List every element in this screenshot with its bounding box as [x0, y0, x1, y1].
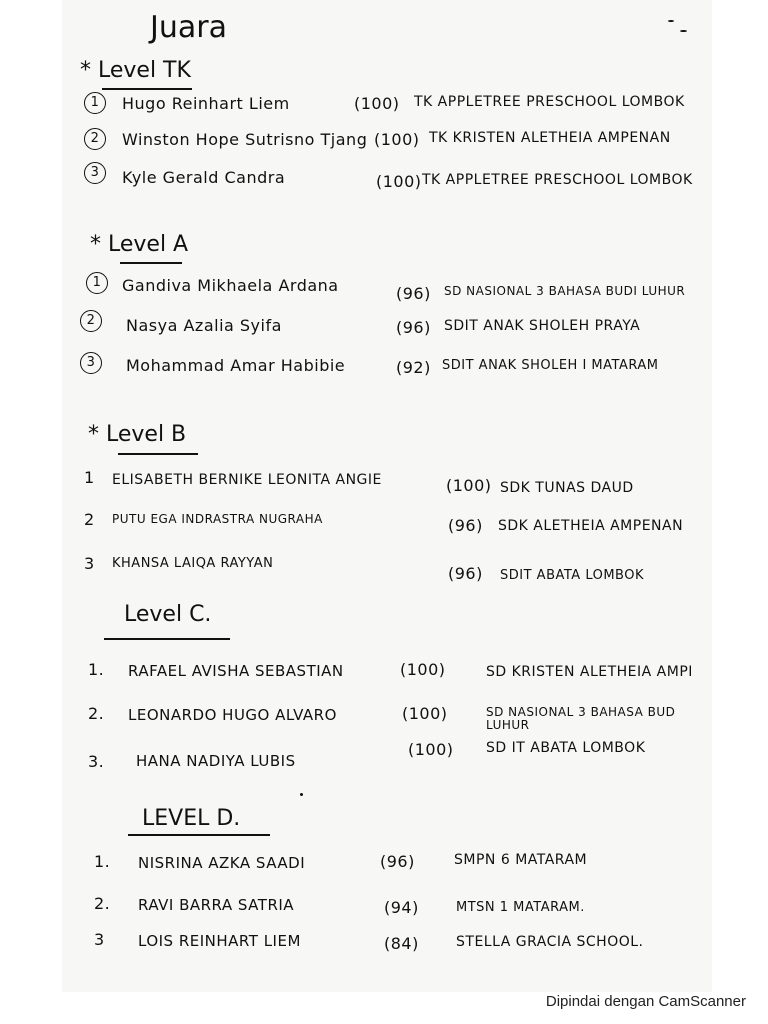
entry-score: (100) [374, 130, 420, 149]
entry-school: SDIT ANAK SHOLEH PRAYA [444, 318, 641, 334]
header-underline [120, 262, 182, 264]
entry-name: LEONARDO HUGO ALVARO [128, 706, 337, 724]
entry-name: Gandiva Mikhaela Ardana [122, 276, 339, 295]
entry-school: TK APPLETREE PRESCHOOL LOMBOK [422, 172, 693, 188]
entry-name: Hugo Reinhart Liem [122, 94, 290, 113]
entry-name: Winston Hope Sutrisno Tjang [122, 130, 368, 149]
list-item [88, 704, 712, 738]
entry-number: 2. [94, 894, 111, 913]
entry-number: 1. [94, 852, 111, 871]
entry-school: SDK TUNAS DAUD [500, 480, 634, 496]
header-underline [102, 88, 192, 90]
header-underline [104, 638, 230, 640]
entry-number: 3 [94, 930, 105, 949]
ink-mark [300, 793, 303, 796]
entry-number: 1 [86, 272, 108, 294]
list-item [86, 272, 706, 303]
entry-number: 3 [80, 352, 102, 374]
entry-score: (94) [384, 898, 419, 917]
entry-number: 3. [88, 752, 105, 771]
list-item [84, 510, 704, 536]
list-item [84, 468, 704, 494]
entry-school: TK KRISTEN ALETHEIA AMPENAN [429, 130, 671, 146]
section-header-level-a: * Level A [90, 232, 189, 257]
entry-name: KHANSA LAIQA RAYYAN [112, 556, 274, 571]
entry-school: MTSN 1 MATARAM. [456, 900, 585, 915]
entry-name: Mohammad Amar Habibie [126, 356, 346, 375]
entry-score: (96) [396, 318, 431, 337]
entry-name: Kyle Gerald Candra [122, 168, 286, 187]
entry-school: SD NASIONAL 3 BAHASA BUDI LUHUR [444, 284, 686, 298]
entry-name: Nasya Azalia Syifa [126, 316, 282, 335]
entry-score: (84) [384, 934, 419, 953]
entry-number: 3 [84, 162, 106, 184]
entry-score: (100) [446, 476, 492, 495]
list-item [84, 128, 704, 154]
entry-number: 2 [80, 310, 102, 332]
list-item [84, 162, 704, 191]
entry-school: SD IT ABATA LOMBOK [486, 740, 646, 756]
entry-number: 1 [84, 92, 106, 114]
entry-score: (100) [354, 94, 400, 113]
entry-number: 2 [84, 128, 106, 150]
ink-mark [668, 20, 674, 22]
entry-school: SD NASIONAL 3 BAHASA BUD LUHUR [486, 705, 676, 732]
entry-school: SD KRISTEN ALETHEIA AMPI [486, 664, 693, 680]
entry-score: (96) [448, 516, 483, 535]
entry-name: PUTU EGA INDRASTRA NUGRAHA [112, 512, 323, 526]
list-item [80, 352, 700, 378]
list-item [94, 930, 714, 956]
list-item [88, 660, 712, 686]
section-header-level-tk: * Level TK [80, 58, 191, 83]
header-underline [118, 453, 198, 455]
entry-score: (100) [408, 740, 454, 759]
entry-score: (96) [448, 564, 483, 583]
entry-school: SMPN 6 MATARAM [454, 852, 588, 868]
page-title: Juara [150, 10, 227, 45]
entry-school: STELLA GRACIA SCHOOL. [456, 934, 644, 950]
entry-score: (96) [380, 852, 415, 871]
camscanner-watermark: Dipindai dengan CamScanner [545, 993, 746, 1010]
list-item [94, 852, 714, 878]
entry-school: SDIT ANAK SHOLEH I MATARAM [442, 358, 659, 373]
entry-name: ELISABETH BERNIKE LEONITA ANGIE [112, 472, 382, 488]
entry-school: SDIT ABATA LOMBOK [500, 568, 644, 583]
entry-score: (100) [400, 660, 446, 679]
entry-number: 1. [88, 660, 105, 679]
section-header-level-d: LEVEL D. [142, 806, 241, 831]
entry-school: SDK ALETHEIA AMPENAN [498, 518, 684, 534]
entry-number: 3 [84, 554, 95, 573]
entry-name: NISRINA AZKA SAADI [138, 854, 306, 872]
header-underline [128, 834, 270, 836]
entry-number: 2 [84, 510, 95, 529]
entry-number: 1 [84, 468, 95, 487]
list-item [84, 92, 704, 118]
section-header-level-c: Level C. [124, 602, 212, 627]
list-item [88, 740, 712, 774]
entry-score: (92) [396, 358, 431, 377]
entry-school: TK APPLETREE PRESCHOOL LOMBOK [414, 94, 685, 110]
list-item [80, 310, 700, 336]
entry-score: (100) [376, 172, 422, 191]
entry-score: (96) [396, 284, 431, 303]
entry-name: RAFAEL AVISHA SEBASTIAN [128, 662, 344, 680]
entry-number: 2. [88, 704, 105, 723]
list-item [84, 554, 704, 583]
section-header-level-b: * Level B [88, 422, 187, 447]
entry-score: (100) [402, 704, 448, 723]
list-item [94, 894, 714, 920]
ink-mark [680, 30, 687, 32]
entry-name: RAVI BARRA SATRIA [138, 896, 295, 914]
entry-name: LOIS REINHART LIEM [138, 932, 301, 950]
entry-name: HANA NADIYA LUBIS [136, 752, 296, 770]
